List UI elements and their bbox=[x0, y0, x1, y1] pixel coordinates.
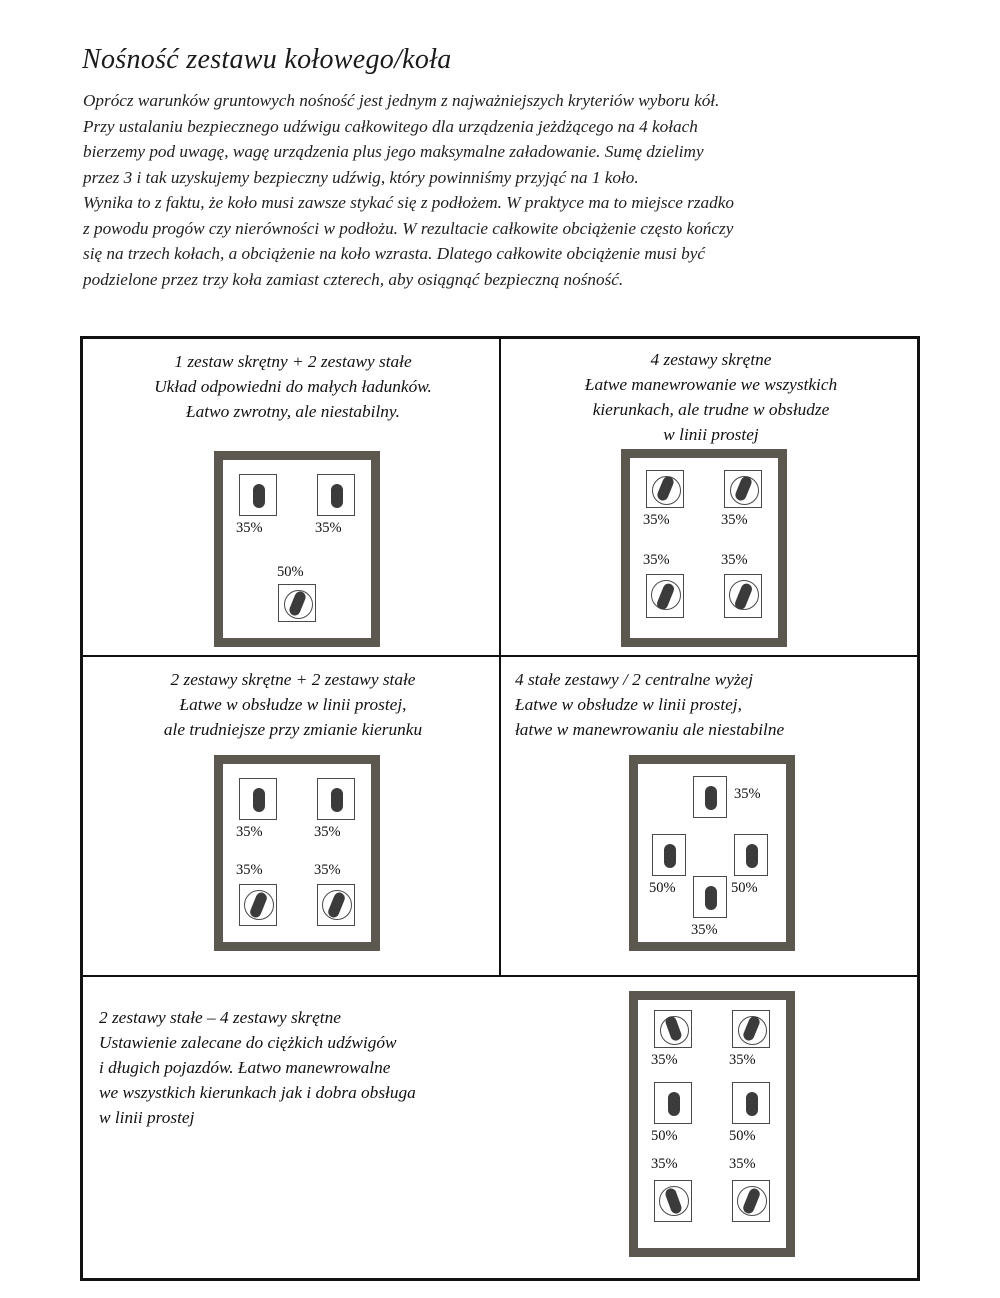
load-label: 50% bbox=[277, 564, 304, 580]
load-label: 35% bbox=[314, 862, 341, 878]
wheel-station bbox=[239, 474, 277, 516]
vehicle-diagram bbox=[214, 755, 380, 951]
wheel-station bbox=[724, 574, 762, 618]
fixed-castor-icon bbox=[668, 1092, 680, 1116]
wheel-station bbox=[732, 1180, 770, 1222]
load-label: 35% bbox=[314, 824, 341, 840]
load-label: 35% bbox=[734, 786, 761, 802]
load-label: 35% bbox=[691, 922, 718, 938]
caption-line: w linii prostej bbox=[663, 425, 759, 444]
wheel-station bbox=[732, 1010, 770, 1048]
grid-row bbox=[80, 336, 920, 656]
fixed-castor-icon bbox=[746, 1092, 758, 1116]
vehicle-diagram bbox=[214, 451, 380, 647]
fixed-castor-icon bbox=[331, 484, 343, 508]
intro-line: Wynika to z faktu, że koło musi zawsze stykać się z podłożem. W praktyce ma to miejsce rzadko bbox=[83, 193, 734, 212]
intro-line: podzielone przez trzy koła zamiast czterech, aby osiągnąć bezpieczną nośność. bbox=[83, 269, 624, 289]
grid-row bbox=[80, 656, 920, 976]
caption-line: Łatwe w obsłudze w linii prostej, bbox=[179, 695, 407, 714]
load-label: 50% bbox=[729, 1128, 756, 1144]
caption-line: 4 stałe zestawy / 2 centralne wyżej bbox=[515, 670, 754, 689]
layout-caption bbox=[515, 667, 915, 742]
load-label: 35% bbox=[729, 1156, 756, 1172]
wheel-station bbox=[693, 876, 727, 918]
fixed-castor-icon bbox=[253, 484, 265, 508]
layout-grid bbox=[80, 336, 920, 1281]
vehicle-diagram bbox=[629, 755, 795, 951]
load-label: 35% bbox=[651, 1156, 678, 1172]
layout-caption bbox=[515, 347, 907, 447]
intro-line: się na trzech kołach, a obciążenie na koło wzrasta. Dlatego całkowite obciążenie musi być bbox=[83, 244, 705, 263]
caption-line: kierunkach, ale trudne w obsłudze bbox=[592, 400, 830, 419]
load-label: 35% bbox=[643, 552, 670, 568]
layout-caption bbox=[99, 1005, 569, 1130]
wheel-station bbox=[734, 834, 768, 876]
intro-line: z powodu progów czy nierówności w podłożu. W rezultacie całkowite obciążenie często kończy bbox=[83, 218, 734, 238]
caption-line: 2 zestawy stałe – 4 zestawy skrętne bbox=[99, 1008, 341, 1027]
fixed-castor-icon bbox=[331, 788, 343, 812]
caption-line: Układ odpowiedni do małych ładunków. bbox=[154, 377, 432, 396]
wheel-station bbox=[317, 884, 355, 926]
load-label: 50% bbox=[731, 880, 758, 896]
caption-line: Łatwo zwrotny, ale niestabilny. bbox=[186, 402, 400, 421]
caption-line: we wszystkich kierunkach jak i dobra obsługa bbox=[99, 1083, 416, 1102]
caption-line: w linii prostej bbox=[99, 1108, 195, 1127]
grid-row bbox=[80, 976, 920, 1281]
fixed-castor-icon bbox=[746, 844, 758, 868]
wheel-station bbox=[317, 474, 355, 516]
layout-cell-two-swivel-two-fixed bbox=[80, 656, 500, 976]
fixed-castor-icon bbox=[705, 886, 717, 910]
wheel-station bbox=[654, 1010, 692, 1048]
caption-line: Ustawienie zalecane do ciężkich udźwigów bbox=[99, 1033, 397, 1052]
layout-cell-two-fixed-four-swivel bbox=[80, 976, 920, 1281]
load-label: 35% bbox=[721, 512, 748, 528]
layout-caption bbox=[97, 349, 489, 424]
wheel-station bbox=[646, 574, 684, 618]
load-label: 35% bbox=[643, 512, 670, 528]
fixed-castor-icon bbox=[664, 844, 676, 868]
load-label: 50% bbox=[651, 1128, 678, 1144]
wheel-station bbox=[239, 884, 277, 926]
layout-caption bbox=[97, 667, 489, 742]
load-label: 35% bbox=[236, 862, 263, 878]
wheel-station bbox=[317, 778, 355, 820]
wheel-station bbox=[239, 778, 277, 820]
intro-paragraph bbox=[83, 88, 923, 292]
layout-cell-four-swivel bbox=[500, 336, 920, 656]
caption-line: łatwe w manewrowaniu ale niestabilne bbox=[515, 720, 785, 739]
intro-line: Przy ustalaniu bezpiecznego udźwigu całkowitego dla urządzenia jeżdżącego na 4 kołach bbox=[83, 116, 698, 136]
wheel-station bbox=[693, 776, 727, 818]
caption-line: i długich pojazdów. Łatwo manewrowalne bbox=[99, 1058, 391, 1077]
caption-line: 1 zestaw skrętny + 2 zestawy stałe bbox=[174, 352, 412, 371]
wheel-station bbox=[652, 834, 686, 876]
wheel-station bbox=[724, 470, 762, 508]
caption-line: Łatwe manewrowanie we wszystkich bbox=[584, 375, 838, 394]
wheel-station bbox=[654, 1082, 692, 1124]
vehicle-diagram bbox=[629, 991, 795, 1257]
fixed-castor-icon bbox=[705, 786, 717, 810]
fixed-castor-icon bbox=[253, 788, 265, 812]
wheel-station bbox=[278, 584, 316, 622]
intro-line: przez 3 i tak uzyskujemy bezpieczny udźwig, który powinniśmy przyjąć na 1 koło. bbox=[83, 167, 639, 187]
caption-line: 2 zestawy skrętne + 2 zestawy stałe bbox=[170, 670, 416, 689]
load-label: 35% bbox=[651, 1052, 678, 1068]
wheel-station bbox=[654, 1180, 692, 1222]
vehicle-diagram bbox=[621, 449, 787, 647]
load-label: 35% bbox=[236, 824, 263, 840]
layout-cell-four-fixed-two-central bbox=[500, 656, 920, 976]
caption-line: 4 zestawy skrętne bbox=[650, 350, 772, 369]
load-label: 35% bbox=[721, 552, 748, 568]
wheel-station bbox=[732, 1082, 770, 1124]
layout-cell-one-swivel-two-fixed bbox=[80, 336, 500, 656]
intro-line: Oprócz warunków gruntowych nośność jest jednym z najważniejszych kryteriów wyboru kół. bbox=[83, 91, 720, 110]
load-label: 50% bbox=[649, 880, 676, 896]
caption-line: ale trudniejsze przy zmianie kierunku bbox=[163, 720, 423, 739]
load-label: 35% bbox=[236, 520, 263, 536]
page-title: Nośność zestawu kołowego/koła bbox=[82, 44, 452, 75]
load-label: 35% bbox=[729, 1052, 756, 1068]
intro-line: bierzemy pod uwagę, wagę urządzenia plus jego maksymalne załadowanie. Sumę dzielimy bbox=[83, 142, 704, 161]
load-label: 35% bbox=[315, 520, 342, 536]
wheel-station bbox=[646, 470, 684, 508]
caption-line: Łatwe w obsłudze w linii prostej, bbox=[515, 695, 742, 714]
